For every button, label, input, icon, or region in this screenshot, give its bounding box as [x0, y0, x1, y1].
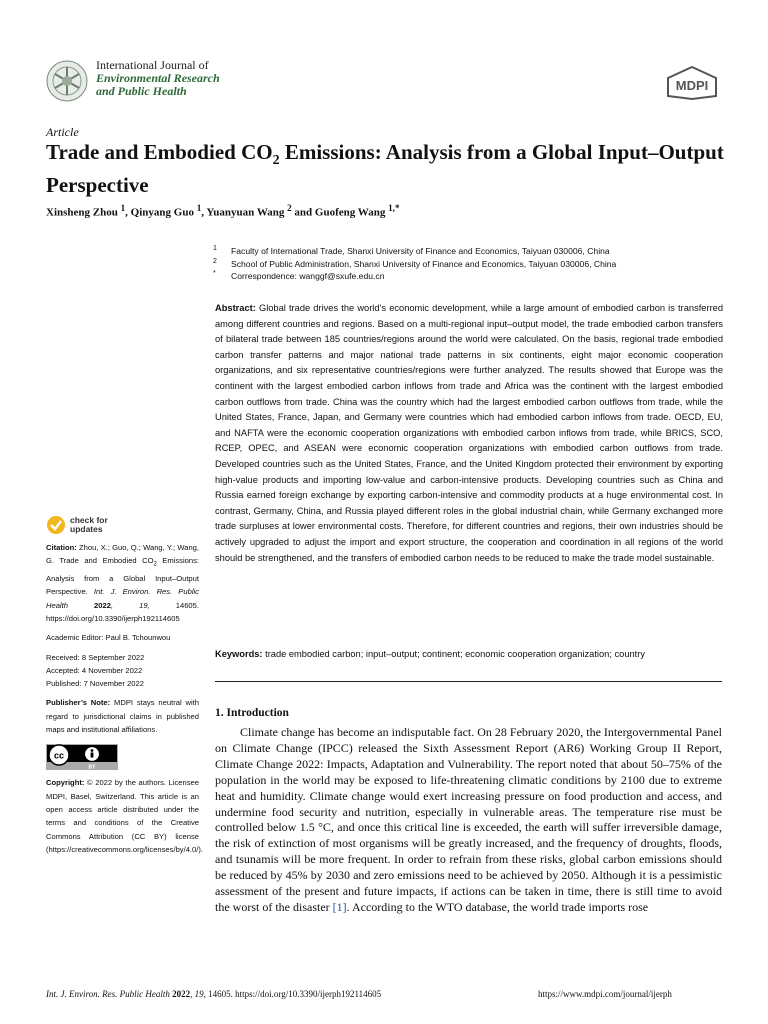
- title-part2: Emissions: Analysis from a Global Input–Output Perspective: [46, 140, 724, 198]
- check-updates-icon: [46, 515, 66, 535]
- footer-volume: , 19,: [190, 989, 206, 999]
- publisher-note: [46, 696, 199, 736]
- citation-label: Citation:: [46, 543, 77, 552]
- citation-year: 2022: [67, 600, 111, 610]
- intro-text: . According to the WTO database, the world trade imports rose: [346, 899, 649, 914]
- author-affil-mark: 2: [287, 203, 292, 213]
- accepted-date: Accepted: 4 November 2022: [46, 665, 143, 675]
- author-name: Xinsheng Zhou: [46, 206, 118, 219]
- keywords: [215, 647, 723, 661]
- citation-volume: , 19,: [110, 600, 150, 610]
- intro-text: Climate change has become an indisputable fact. On 28 February 2020, the Intergovernmental Panel on Climate Change (IPCC) released the Sixth Assessment Report (AR6) Working Group II Report, Climate Change 2022: Impacts, Adaptation and Vulnerability. The report noted that about 50–75% of the population in the world may be exposed to life-threatening climatic conditions by 2100 due to extreme heat and humidity. Climate change would exert increasing pressure on food production and access, and undermine food security and nutrition, especially in vulnerable areas. The temperature rise must be controlled below 1.5 °C, and once this critical line is exceeded, the earth will suffer irreversible damage, the risk of extinction of most organisms will be greatly increased, and the frequency of droughts, floods, and tsunamis will be more frequent. In order to refrain from these risks, global carbon emissions should be reduced by 45% by 2030 and zero emissions need to be achieved by 2050. Although it is a pessimistic assessment of the present and future impacts, if actions can be taken in time, there is still time to avoid the worst of the disaster: [215, 725, 722, 914]
- correspondence-text: Correspondence: wanggf@sxufe.edu.cn: [231, 271, 385, 281]
- affiliation-row: [213, 245, 733, 258]
- author-name: Guofeng Wang: [314, 206, 386, 219]
- journal-name-line3: and Public Health: [96, 84, 187, 98]
- published-date: Published: 7 November 2022: [46, 679, 144, 689]
- check-updates-text: [70, 516, 108, 534]
- intro-paragraph: [215, 725, 722, 916]
- copyright-label: Copyright:: [46, 778, 85, 788]
- author-affil-mark: 1: [120, 203, 126, 213]
- abstract-label: Abstract:: [215, 303, 256, 313]
- author-name: Qinyang Guo: [130, 206, 194, 219]
- citation: [46, 541, 199, 625]
- footer-journal-url[interactable]: https://www.mdpi.com/journal/ijerph: [538, 989, 672, 999]
- affiliations: [213, 245, 733, 283]
- abstract-text: Global trade drives the world’s economic development, while a large amount of embodied carbon is transferred among different countries and regions. Based on a multi-regional input–output model, the trade embodied carbon transfers of bilateral trade between 185 countries/regions around the world were calculated. On the basis, regional trade embodied carbon transfer patterns and major national trade patterns in six continents, eight major economic cooperation organizations, and six representative countries/regions were further analyzed. The results showed that Europe was the continent with the largest embodied carbon inflows from trade and Africa was the continent with the largest embodied carbon outflows from trade. China was the country which had the largest embodied carbon outflows from trade, while the United States, France, Japan, and Germany were countries which had embodied carbon inflows from trade. OECD, EU, and NAFTA were the economic cooperation organizations with embodied carbon inflows from trade, while BRICS, SCO, RCEP, OPEC, and ASEAN were economic cooperation organizations with embodied carbon outflows from trade. Developed countries such as the United States, France, and the United Kingdom protected their environment by exporting high-value products and importing low-value and carbon-intensive products. Developing countries such as China and Russia earned foreign exchange by exporting carbon-intensive and commodity products at a huge environmental cost. In contrast, Germany, China, and Russia played different roles in the global industrial chain, while Germany exchanged more trade surpluses at lower environmental costs. Therefore, for different countries and regions, their own industries should be actively upgraded to adjust the import and export structure, the cooperation and coordination in all regions of the world should be strengthened, and the transfers of embodied carbon needs to be reduced to make the trade model sustainable.: [215, 303, 723, 563]
- citation-journal: Int. J. Environ. Res. Public Health: [46, 587, 199, 610]
- footer-doi[interactable]: 14605. https://doi.org/10.3390/ijerph192114605: [205, 989, 382, 999]
- citation-text: Emissions: Analysis from a Global Input–Output Perspective.: [46, 556, 199, 597]
- affiliation-mark: 1: [213, 245, 217, 252]
- affiliation-mark: 2: [213, 257, 217, 265]
- journal-name-line2: Environmental Research: [96, 71, 220, 85]
- author-affil-mark: 1: [196, 203, 202, 213]
- reference-link[interactable]: [1]: [332, 899, 347, 914]
- copyright-text: © 2022 by the authors. Licensee MDPI, Basel, Switzerland. This article is an open access article distributed under the terms and conditions of the Creative Commons Attribution (CC BY) license (https://creativecommons.org/licenses/by/4.0/).: [46, 778, 203, 854]
- cc-by-license-icon[interactable]: [46, 744, 118, 770]
- author-affil-mark: 1,*: [388, 203, 400, 213]
- section-divider: [215, 681, 722, 682]
- footer-journal: Int. J. Environ. Res. Public Health: [46, 989, 170, 999]
- citation-text: Zhou, X.; Guo, Q.; Wang, Y.; Wang, G. Trade and Embodied CO: [46, 543, 199, 566]
- article-title: [46, 140, 726, 197]
- affiliation-row: [213, 258, 733, 271]
- abstract: [215, 301, 723, 566]
- received-date: Received: 8 September 2022: [46, 652, 145, 662]
- article-type: Article: [46, 125, 79, 139]
- academic-editor: Academic Editor: Paul B. Tchounwou: [46, 633, 171, 643]
- affiliation-text: School of Public Administration, Shanxi University of Finance and Economics, Taiyuan 030006, China: [231, 258, 617, 269]
- check-for-updates-badge[interactable]: [46, 515, 199, 535]
- citation-doi[interactable]: 14605. https://doi.org/10.3390/ijerph192114605: [46, 600, 199, 623]
- affiliation-mark: *: [213, 270, 216, 277]
- affiliation-text: Faculty of International Trade, Shanxi University of Finance and Economics, Taiyuan 030006, China: [231, 246, 610, 256]
- keywords-label: Keywords:: [215, 649, 263, 659]
- svg-text:cc: cc: [53, 750, 65, 761]
- copyright: [46, 776, 203, 856]
- title-subscript: 2: [272, 153, 280, 169]
- section-heading: 1. Introduction: [215, 707, 289, 719]
- cc-label: BY: [88, 764, 96, 771]
- check-updates-line1: check for: [70, 515, 108, 525]
- mdpi-logo: [666, 66, 718, 100]
- journal-name: [96, 59, 220, 98]
- author-name: Yuanyuan Wang: [206, 206, 285, 219]
- footer-year: 2022: [169, 989, 191, 999]
- publisher-note-text: MDPI stays neutral with regard to jurisdictional claims in published maps and institutional affiliations.: [46, 698, 199, 735]
- footer-citation: [46, 989, 381, 999]
- journal-name-line1: International Journal of: [96, 58, 209, 72]
- check-updates-line2: updates: [70, 524, 103, 534]
- mdpi-logo-text: MDPI: [675, 78, 709, 93]
- citation-subscript: 2: [153, 561, 157, 568]
- journal-logo: [46, 60, 88, 102]
- title-part1: Trade and Embodied CO: [46, 140, 273, 164]
- keywords-text: trade embodied carbon; input–output; continent; economic cooperation organization; country: [262, 649, 645, 659]
- author-list: Xinsheng Zhou $^1$, Qinyang Guo $^1$, Yuanyuan Wang $^2$ and Guofeng Wang $^{1,*}$: [46, 203, 400, 219]
- sidebar: [46, 515, 203, 862]
- affiliation-row: [213, 270, 733, 283]
- publisher-note-label: Publisher’s Note:: [46, 698, 111, 708]
